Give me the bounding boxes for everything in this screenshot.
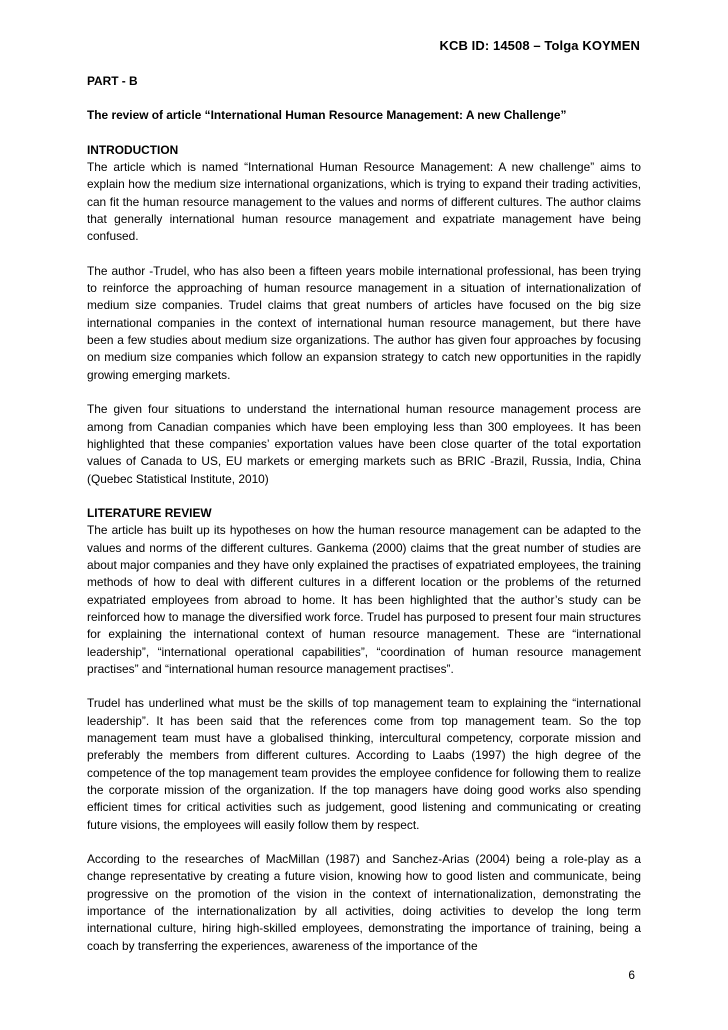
document-body [87, 73, 641, 972]
paragraph: The given four situations to understand the international human resource management process are among from Canadian companies which have been employing less than 300 employees. It has been highlighted that these companies’ exportation values have been close quarter of the total exportation values of Canada to US, EU markets or emerging markets such as BRIC -Brazil, Russia, India, China (Quebec Statistical Institute, 2010) [87, 402, 641, 486]
header-author-id: KCB ID: 14508 – Tolga KOYMEN [439, 38, 640, 53]
part-title: PART - B [87, 74, 138, 88]
paragraph: Trudel has underlined what must be the skills of top management team to explaining the “international leadership”. It has been said that the references come from top management team. So the top management team must have a globalised thinking, intercultural competency, corporate mission and preferably the members from different cultures. According to Laabs (1997) the high degree of the competence of the top management team provides the employee confidence for following them to realize the corporate mission of the organization. If the top managers have doing good works also spending efficient times for critical activities such as judgement, good listening and communicating or creating future visions, the employees will easily follow them by respect. [87, 696, 641, 832]
paragraph: The article which is named “International Human Resource Management: A new challenge” aims to explain how the medium size international organizations, which is trying to expand their trading activities, can fit the human resource management to the values and norms of different cultures. The author claims that generally international human resource management and expatriate management have being confused. [87, 160, 641, 244]
section-heading-literature-review: LITERATURE REVIEW [87, 505, 212, 520]
section-heading-introduction: INTRODUCTION [87, 142, 179, 157]
paragraph: The author -Trudel, who has also been a fifteen years mobile international professional, has been trying to reinforce the approaching of human resource management in a situation of internationalization of medium size companies. Trudel claims that great numbers of articles have focused on the big size international companies in the context of international human resource management, but there have been a few studies about medium size organizations. The author has given four approaches by focusing on medium size companies which follow an expansion strategy to catch new opportunities in the rapidly growing emerging markets. [87, 263, 641, 382]
review-title: The review of article “International Human Resource Management: A new Challenge” [87, 108, 567, 123]
paragraph: According to the researches of MacMillan (1987) and Sanchez-Arias (2004) being a role-play as a change representative by creating a future vision, knowing how to good listen and communicate, being progressive on the promotion of the vision in the context of internationalization, demonstrating the importance of the internationalization by all activities, doing activities to develop the long term international culture, hiring high-skilled employees, demonstrating the importance of training, being a coach by transferring the experiences, awareness of the importance of the [87, 852, 641, 953]
paragraph: The article has built up its hypotheses on how the human resource management can be adapted to the values and norms of the different cultures. Gankema (2000) claims that the great number of studies are about major companies and they have only explained the practises of expatriated employees, the training methods of how to deal with different cultures in a different location or the problems of the returned expatriated employees from abroad to home. It has been highlighted that the author’s study can be reinforced how to manage the diversified work force. Trudel has purposed to present four main structures for explaining the international context of human resource management. These are “international leadership”, “international operational capabilities”, “coordination of human resource management practises” and “international human resource management practises”. [87, 523, 641, 676]
page-number: 6 [628, 968, 635, 982]
